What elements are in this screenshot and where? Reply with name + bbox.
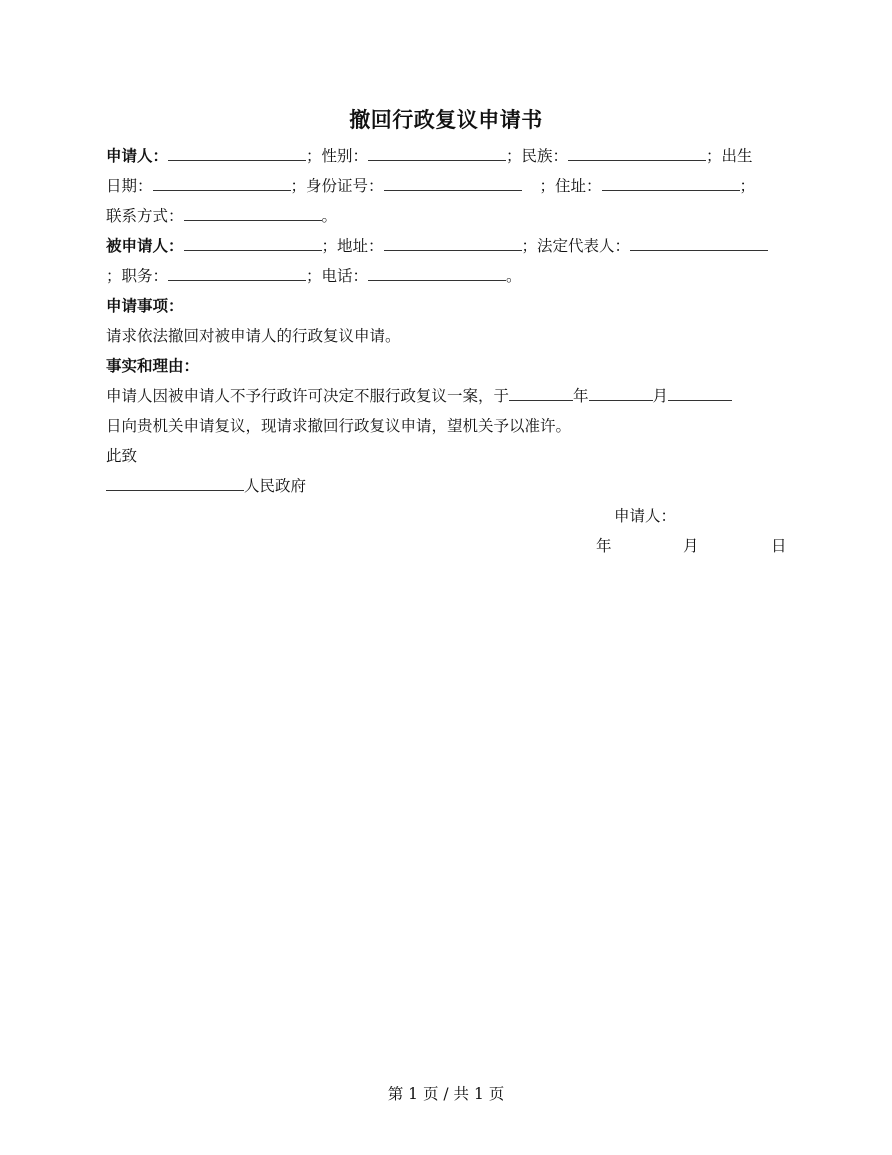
facts-year-blank [509, 386, 573, 401]
id-number-blank [384, 176, 522, 191]
facts-heading: 事实和理由： [106, 356, 200, 375]
respondent-label: 被申请人： [106, 236, 184, 255]
respondent-line-1 [106, 236, 808, 256]
applicant-name-blank [168, 146, 306, 161]
contact-blank [184, 206, 322, 221]
closing-recipient [106, 476, 808, 496]
recipient-suffix: 人民政府 [244, 477, 307, 495]
facts-month-blank [589, 386, 653, 401]
position-blank [168, 266, 306, 281]
request-text: 请求依法撤回对被申请人的行政复议申请。 [106, 327, 401, 345]
facts-year-label: 年 [573, 387, 589, 405]
ethnicity-label: ；民族： [506, 147, 569, 165]
respondent-line-2 [106, 266, 808, 286]
page-footer: 第 1 页 / 共 1 页 [387, 1085, 505, 1103]
address-label: ；住址： [539, 177, 602, 195]
position-label: ；职务： [106, 267, 169, 285]
birth-label-part1: ；出生 [706, 147, 753, 165]
id-label: ；身份证号： [290, 177, 384, 195]
respondent-address-label: ；地址： [321, 237, 384, 255]
recipient-blank [106, 476, 244, 491]
applicant-line-3 [106, 206, 808, 226]
legal-rep-blank [630, 236, 768, 251]
contact-end: 。 [321, 207, 338, 225]
address-blank [602, 176, 740, 191]
facts-text-part2: 日向贵机关申请复议，现请求撤回行政复议申请，望机关予以准许。 [106, 417, 572, 435]
applicant-line-2 [106, 176, 808, 196]
signature-month: 月 [683, 537, 699, 555]
ethnicity-blank [568, 146, 706, 161]
legal-rep-label: ；法定代表人： [521, 237, 631, 255]
gender-label: ；性别： [306, 147, 369, 165]
phone-blank [368, 266, 506, 281]
document-title: 撤回行政复议申请书 [349, 107, 543, 132]
respondent-address-blank [384, 236, 522, 251]
gender-blank [368, 146, 506, 161]
applicant-label: 申请人： [106, 146, 169, 165]
applicant-line-end: ； [739, 177, 756, 195]
facts-day-blank [668, 386, 732, 401]
contact-label: 联系方式： [106, 207, 184, 225]
facts-line-1 [106, 386, 808, 406]
phone-label: ；电话： [306, 267, 369, 285]
phone-end: 。 [506, 267, 522, 285]
signature-year: 年 [596, 537, 612, 555]
closing-salutation: 此致 [106, 447, 138, 465]
applicant-line-1 [106, 146, 808, 166]
signature-applicant-label: 申请人： [614, 507, 677, 525]
respondent-name-blank [184, 236, 322, 251]
request-heading: 申请事项： [106, 296, 184, 315]
facts-month-label: 月 [652, 387, 669, 405]
birth-date-blank [153, 176, 291, 191]
facts-text-part1: 申请人因被申请人不予行政许可决定不服行政复议一案，于 [106, 387, 510, 405]
birth-label-part2: 日期： [106, 177, 153, 195]
signature-day: 日 [771, 537, 787, 555]
